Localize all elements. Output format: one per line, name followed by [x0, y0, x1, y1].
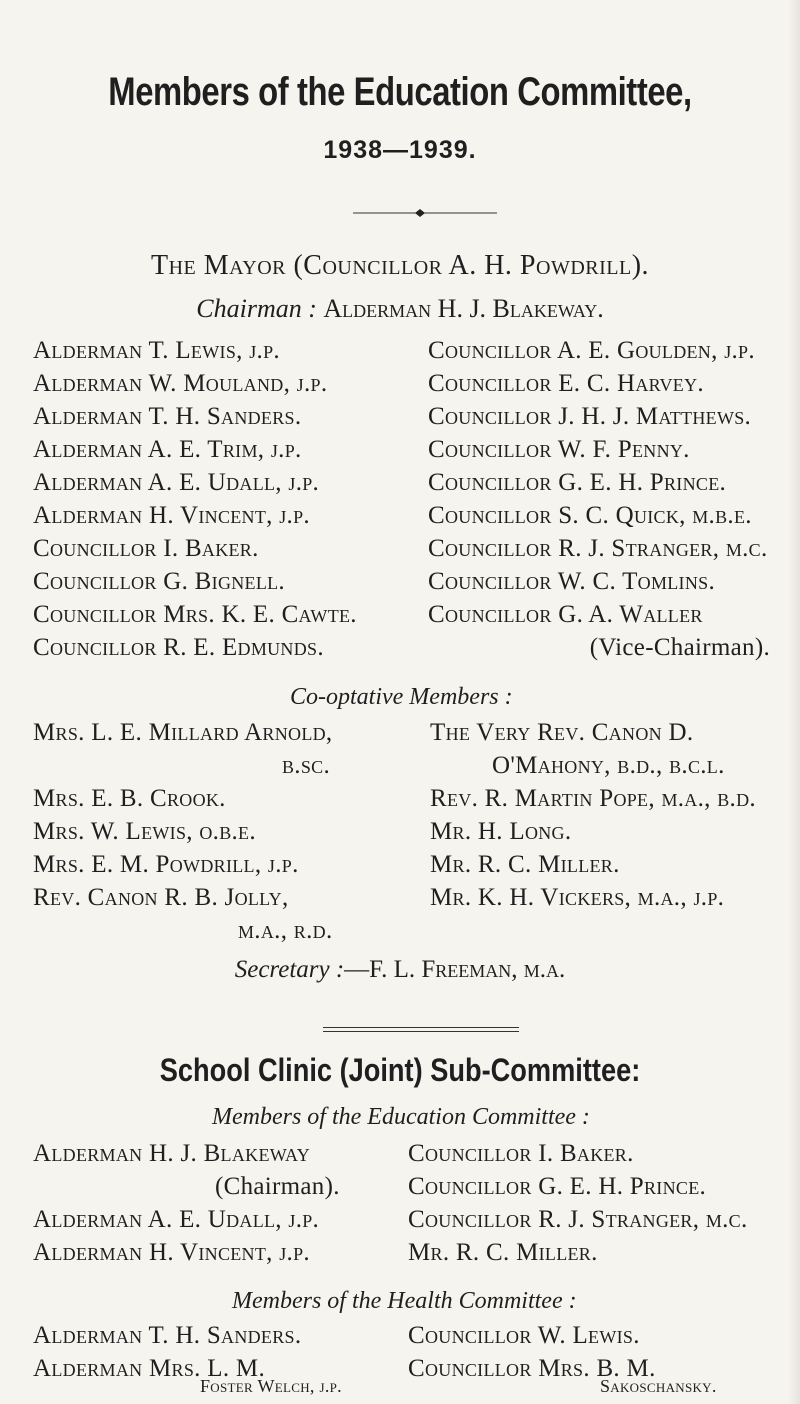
- member-left: Alderman T. H. Sanders.: [33, 403, 302, 430]
- page-title: Members of the Education Committee,: [108, 70, 692, 114]
- co-opt-right: The Very Rev. Canon D.: [430, 719, 694, 746]
- co-opt-right: O'Mahony, b.d., b.c.l.: [492, 752, 725, 779]
- member-left: Alderman W. Mouland, j.p.: [33, 370, 328, 397]
- member-left: Councillor G. Bignell.: [33, 568, 285, 595]
- co-opt-right: Mr. R. C. Miller.: [430, 851, 620, 878]
- chairman-line: [0, 294, 800, 324]
- health-left: Alderman T. H. Sanders.: [33, 1322, 302, 1349]
- secretary-label: Secretary :: [234, 956, 345, 983]
- clinic-right: Councillor R. J. Stranger, m.c.: [408, 1206, 748, 1233]
- clinic-right: Mr. R. C. Miller.: [408, 1239, 598, 1266]
- secretary-name: —F. L. Freeman, m.a.: [344, 956, 566, 983]
- double-rule: [323, 1031, 519, 1032]
- co-opt-left: Mrs. W. Lewis, o.b.e.: [33, 818, 256, 845]
- co-opt-left: Mrs. L. E. Millard Arnold,: [33, 719, 333, 746]
- chairman-name: Alderman H. J. Blakeway.: [323, 294, 604, 323]
- member-right: Councillor W. F. Penny.: [428, 436, 690, 463]
- chairman-label: Chairman :: [196, 294, 317, 323]
- clinic-left: Alderman A. E. Udall, j.p.: [33, 1206, 320, 1233]
- mayor-line: The Mayor (Councillor A. H. Powdrill).: [150, 250, 650, 281]
- vice-chairman-note: (Vice-Chairman).: [589, 634, 770, 661]
- clinic-right: Councillor G. E. H. Prince.: [408, 1173, 707, 1200]
- health-subheading: Members of the Health Committee :: [232, 1288, 577, 1314]
- secretary-line: [0, 956, 800, 984]
- clinic-left: Alderman H. Vincent, j.p.: [33, 1239, 310, 1266]
- school-clinic-subheading: Members of the Education Committee :: [212, 1104, 590, 1130]
- member-left: Alderman A. E. Trim, j.p.: [33, 436, 302, 463]
- co-opt-left: b.sc.: [282, 752, 331, 779]
- member-left: Alderman A. E. Udall, j.p.: [33, 469, 320, 496]
- page-edge: [788, 0, 800, 1404]
- co-opt-left: Mrs. E. M. Powdrill, j.p.: [33, 851, 299, 878]
- health-right: Sakoschansky.: [600, 1376, 717, 1396]
- member-right: Councillor E. C. Harvey.: [428, 370, 704, 397]
- co-opt-left: m.a., r.d.: [238, 917, 333, 944]
- co-opt-right: Rev. R. Martin Pope, m.a., b.d.: [430, 785, 756, 812]
- member-left: Alderman H. Vincent, j.p.: [33, 502, 310, 529]
- years-subtitle: 1938—1939.: [323, 136, 477, 164]
- member-right: Councillor W. C. Tomlins.: [428, 568, 716, 595]
- double-rule: [323, 1027, 519, 1028]
- clinic-left: Alderman H. J. Blakeway: [33, 1140, 310, 1167]
- health-right: Councillor W. Lewis.: [408, 1322, 640, 1349]
- co-opt-left: Mrs. E. B. Crook.: [33, 785, 226, 812]
- member-left: Councillor Mrs. K. E. Cawte.: [33, 601, 357, 628]
- school-clinic-heading: School Clinic (Joint) Sub-Committee:: [159, 1052, 641, 1088]
- member-left: Councillor R. E. Edmunds.: [33, 634, 324, 661]
- health-right: Councillor Mrs. B. M.: [408, 1355, 656, 1382]
- member-right: Councillor R. J. Stranger, m.c.: [428, 535, 768, 562]
- health-left: Foster Welch, j.p.: [200, 1376, 342, 1396]
- member-left: Alderman T. Lewis, j.p.: [33, 337, 280, 364]
- member-right: Councillor S. C. Quick, m.b.e.: [428, 502, 752, 529]
- clinic-left: (Chairman).: [215, 1173, 340, 1200]
- member-right: Councillor J. H. J. Matthews.: [428, 403, 752, 430]
- clinic-right: Councillor I. Baker.: [408, 1140, 634, 1167]
- member-left: Councillor I. Baker.: [33, 535, 259, 562]
- co-opt-right: Mr. H. Long.: [430, 818, 572, 845]
- member-right: Councillor A. E. Goulden, j.p.: [428, 337, 755, 364]
- member-right: Councillor G. A. Waller: [428, 601, 703, 628]
- co-optative-heading: Co-optative Members :: [290, 684, 513, 710]
- health-left: Alderman Mrs. L. M.: [33, 1355, 265, 1382]
- co-opt-right: Mr. K. H. Vickers, m.a., j.p.: [430, 884, 725, 911]
- diamond-divider-icon: [353, 208, 497, 218]
- member-right: Councillor G. E. H. Prince.: [428, 469, 727, 496]
- co-opt-left: Rev. Canon R. B. Jolly,: [33, 884, 289, 911]
